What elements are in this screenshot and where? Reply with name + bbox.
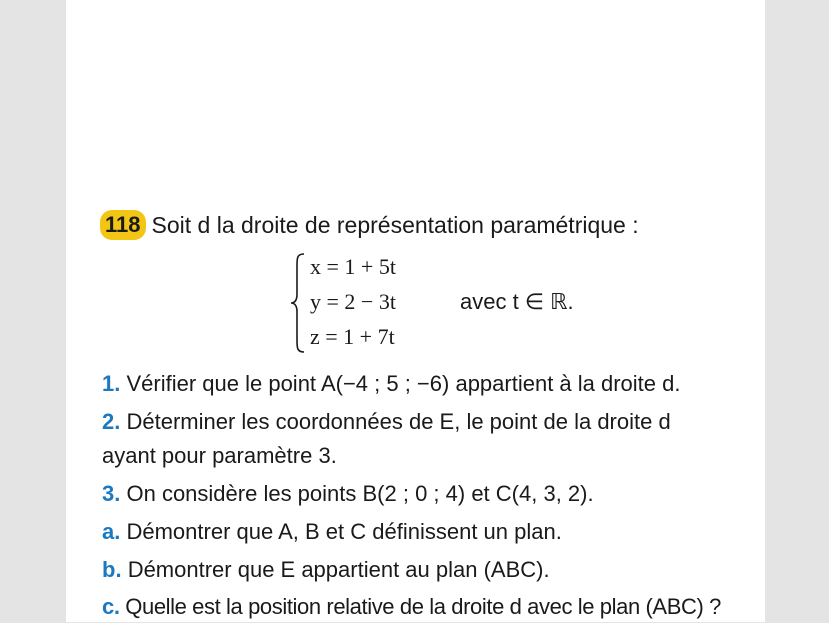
question-text: Démontrer que A, B et C définissent un plan. — [126, 519, 562, 544]
question-text: Déterminer les coordonnées de E, le point de la droite d — [126, 409, 671, 434]
question-label: 2. — [102, 409, 121, 434]
textbook-page — [66, 0, 765, 622]
parametric-system — [290, 248, 610, 358]
question-label: c. — [102, 594, 120, 619]
curly-brace — [290, 252, 308, 354]
question-3 — [102, 478, 594, 510]
equation-z: z = 1 + 7t — [310, 324, 395, 349]
question-text: Vérifier que le point A(−4 ; 5 ; −6) appartient à la droite d. — [126, 371, 681, 396]
question-3a — [102, 516, 562, 548]
exercise-header — [100, 209, 639, 241]
question-3c — [102, 591, 721, 623]
question-label: 3. — [102, 481, 121, 506]
question-text: Démontrer que E appartient au plan (ABC). — [127, 557, 550, 582]
question-label: 1. — [102, 371, 121, 396]
question-3b — [102, 554, 550, 586]
parameter-domain: avec t ∈ ℝ. — [460, 289, 574, 314]
equation-y: y = 2 − 3t — [310, 289, 396, 314]
question-text: On considère les points B(2 ; 0 ; 4) et C(4, 3, 2). — [126, 481, 594, 506]
exercise-number-badge: 118 — [100, 210, 146, 240]
question-text: Quelle est la position relative de la droite d avec le plan (ABC) ? — [125, 594, 721, 619]
question-2 — [102, 406, 671, 438]
question-label: a. — [102, 519, 121, 544]
question-label: b. — [102, 557, 122, 582]
exercise-intro: Soit d la droite de représentation paramétrique : — [151, 212, 639, 238]
equation-x: x = 1 + 5t — [310, 254, 396, 279]
question-1 — [102, 368, 681, 400]
question-2-continued: ayant pour paramètre 3. — [102, 443, 337, 468]
